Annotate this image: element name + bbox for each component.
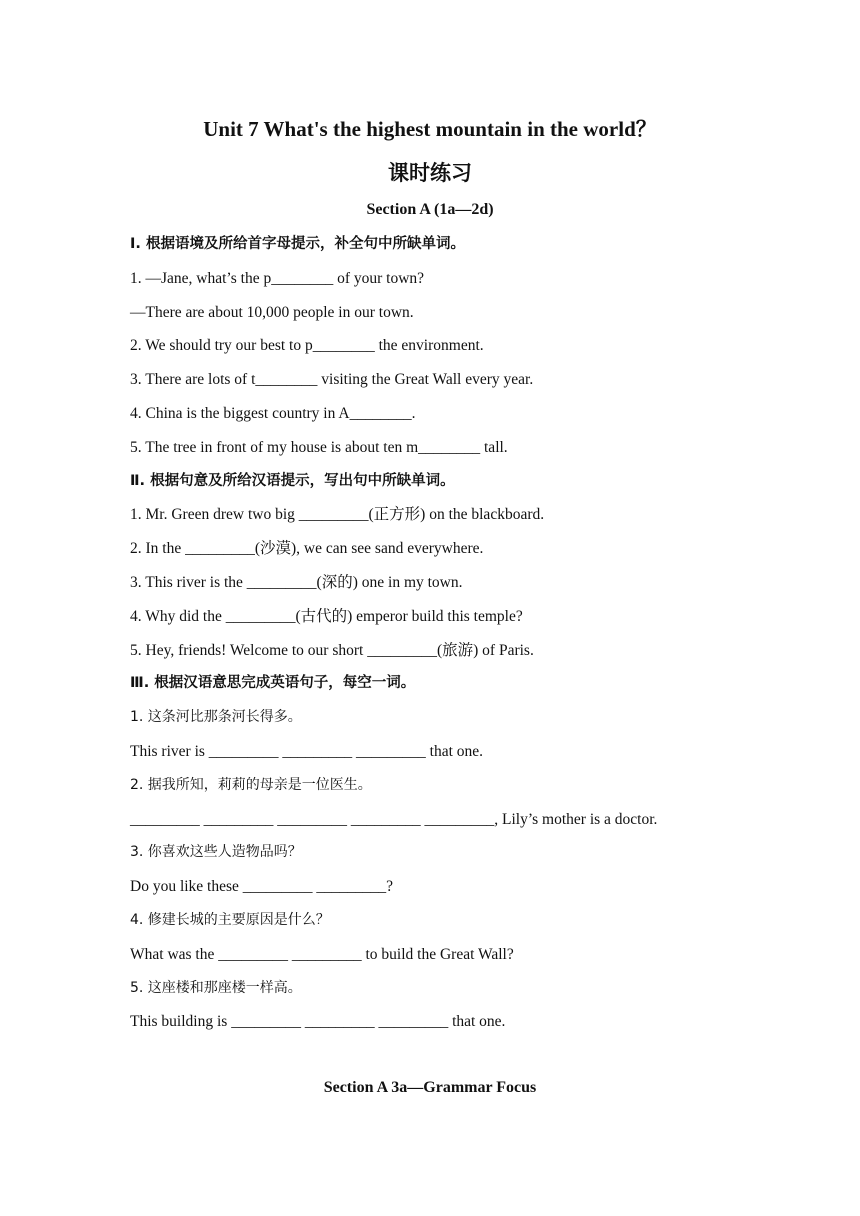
part3-question-5-english: This building is _________ _________ _________ that one. bbox=[130, 1013, 506, 1031]
part2-question-1: 1. Mr. Green drew two big _________(正方形) on the blackboard. bbox=[130, 506, 545, 524]
part1-question-1: 1. —Jane, what’s the p________ of your town? bbox=[130, 269, 425, 287]
unit-title: Unit 7 What's the highest mountain in the world？ bbox=[203, 117, 657, 141]
part1-question-2: 2. We should try our best to p________ the environment. bbox=[130, 337, 484, 355]
part1-question-1-answer: —There are about 10,000 people in our town. bbox=[130, 303, 414, 321]
part3-question-2-english: _________ _________ _________ _________ _________, Lily’s mother is a doctor. bbox=[130, 810, 658, 828]
part1-question-4: 4. China is the biggest country in A________. bbox=[130, 404, 416, 422]
part3-question-4-english: What was the _________ _________ to build the Great Wall? bbox=[130, 945, 514, 963]
exercise-content bbox=[130, 228, 830, 1039]
part1-question-3: 3. There are lots of t________ visiting the Great Wall every year. bbox=[130, 371, 534, 389]
part3-question-4-chinese: 4. 修建长城的主要原因是什么？ bbox=[130, 911, 330, 928]
part2-question-3: 3. This river is the _________(深的) one in my town. bbox=[130, 573, 463, 591]
worksheet-subtitle: 课时练习 bbox=[388, 161, 472, 185]
part3-question-2-chinese: 2. 据我所知，莉莉的母亲是一位医生。 bbox=[130, 776, 372, 793]
part2-question-2: 2. In the _________(沙漠), we can see sand everywhere. bbox=[130, 540, 484, 558]
part2-question-4: 4. Why did the _________(古代的) emperor build this temple? bbox=[130, 607, 523, 625]
part3-question-5-chinese: 5. 这座楼和那座楼一样高。 bbox=[130, 979, 302, 996]
part1-question-5: 5. The tree in front of my house is about ten m________ tall. bbox=[130, 438, 508, 456]
part3-heading: Ⅲ. 根据汉语意思完成英语句子，每空一词。 bbox=[130, 675, 416, 692]
part3-question-3-english: Do you like these _________ _________? bbox=[130, 878, 394, 896]
part1-heading: Ⅰ. 根据语境及所给首字母提示，补全句中所缺单词。 bbox=[130, 236, 465, 252]
section-a-heading: Section A (1a—2d) bbox=[366, 201, 494, 218]
part2-question-5: 5. Hey, friends! Welcome to our short _________(旅游) of Paris. bbox=[130, 641, 534, 659]
part3-question-1-english: This river is _________ _________ _________ that one. bbox=[130, 742, 484, 760]
part3-question-1-chinese: 1. 这条河比那条河长得多。 bbox=[130, 709, 302, 726]
section-a-grammar-heading: Section A 3a—Grammar Focus bbox=[323, 1079, 537, 1096]
part3-question-3-chinese: 3. 你喜欢这些人造物品吗？ bbox=[130, 844, 302, 861]
part2-heading: Ⅱ. 根据句意及所给汉语提示，写出句中所缺单词。 bbox=[130, 472, 455, 489]
